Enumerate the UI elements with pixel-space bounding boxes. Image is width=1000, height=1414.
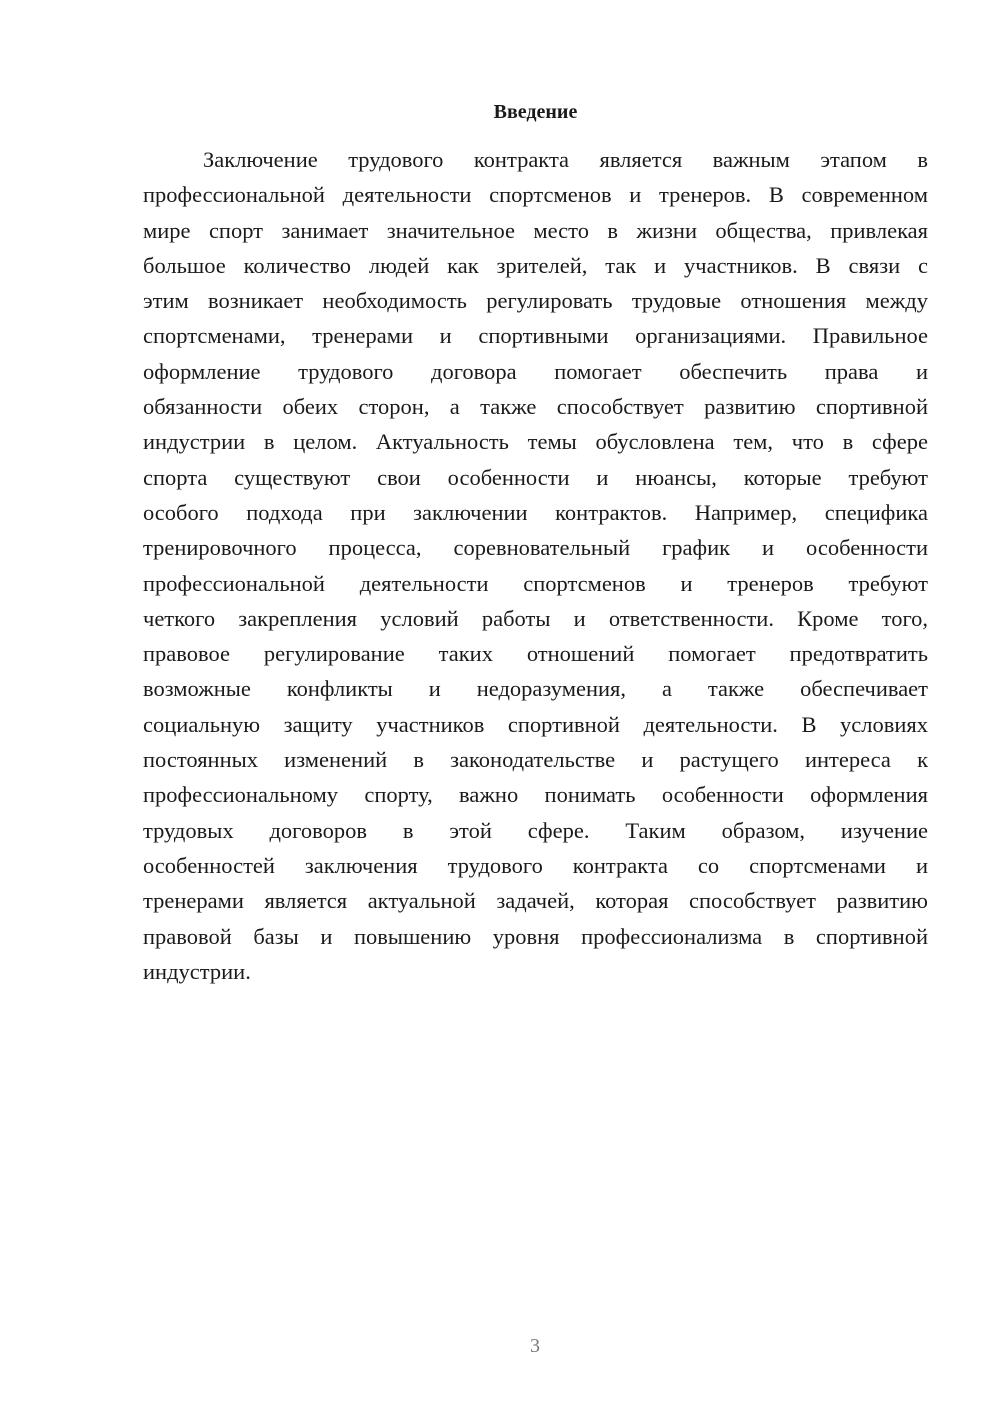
paragraph-line: индустрии.: [143, 958, 251, 984]
paragraph-line: постоянных изменений в законодательстве и растущего интереса к: [143, 747, 928, 773]
paragraph-line: социальную защиту участников спортивной деятельности. В условиях: [143, 711, 928, 737]
paragraph-line: большое количество людей как зрителей, так и участников. В связи с: [143, 252, 928, 278]
paragraph-line: трудовых договоров в этой сфере. Таким образом, изучение: [143, 817, 928, 843]
paragraph-line: оформление трудового договора помогает обеспечить права и: [143, 358, 928, 384]
paragraph-line: спорта существуют свои особенности и нюансы, которые требуют: [143, 464, 928, 490]
paragraph-line: тренировочного процесса, соревновательный график и особенности: [143, 535, 928, 561]
paragraph-line: тренерами является актуальной задачей, которая способствует развитию: [143, 888, 928, 914]
paragraph-line: профессиональной деятельности спортсменов и тренеров. В современном: [143, 182, 928, 208]
paragraph-line: правовое регулирование таких отношений помогает предотвратить: [143, 641, 928, 667]
paragraph-line: индустрии в целом. Актуальность темы обусловлена тем, что в сфере: [143, 429, 928, 455]
paragraph-line: профессиональному спорту, важно понимать особенности оформления: [143, 782, 928, 808]
paragraph-line: правовой базы и повышению уровня профессионализма в спортивной: [143, 923, 928, 949]
paragraph-line: обязанности обеих сторон, а также способствует развитию спортивной: [143, 394, 928, 420]
body-paragraph: [143, 142, 928, 989]
paragraph-line: особого подхода при заключении контрактов. Например, специфика: [143, 499, 928, 525]
paragraph-line: Заключение трудового контракта является важным этапом в: [203, 147, 928, 172]
paragraph-line: особенностей заключения трудового контракта со спортсменами и: [143, 852, 928, 878]
paragraph-line: спортсменами, тренерами и спортивными организациями. Правильное: [143, 323, 928, 349]
page-number: 3: [530, 1335, 540, 1357]
paragraph-line: возможные конфликты и недоразумения, а также обеспечивает: [143, 676, 928, 702]
paragraph-line: мире спорт занимает значительное место в жизни общества, привлекая: [143, 217, 928, 243]
paragraph-line: профессиональной деятельности спортсменов и тренеров требуют: [143, 570, 928, 596]
paragraph-line: четкого закрепления условий работы и ответственности. Кроме того,: [143, 605, 928, 631]
section-heading: Введение: [493, 101, 578, 123]
paragraph-line: этим возникает необходимость регулировать трудовые отношения между: [143, 288, 928, 314]
